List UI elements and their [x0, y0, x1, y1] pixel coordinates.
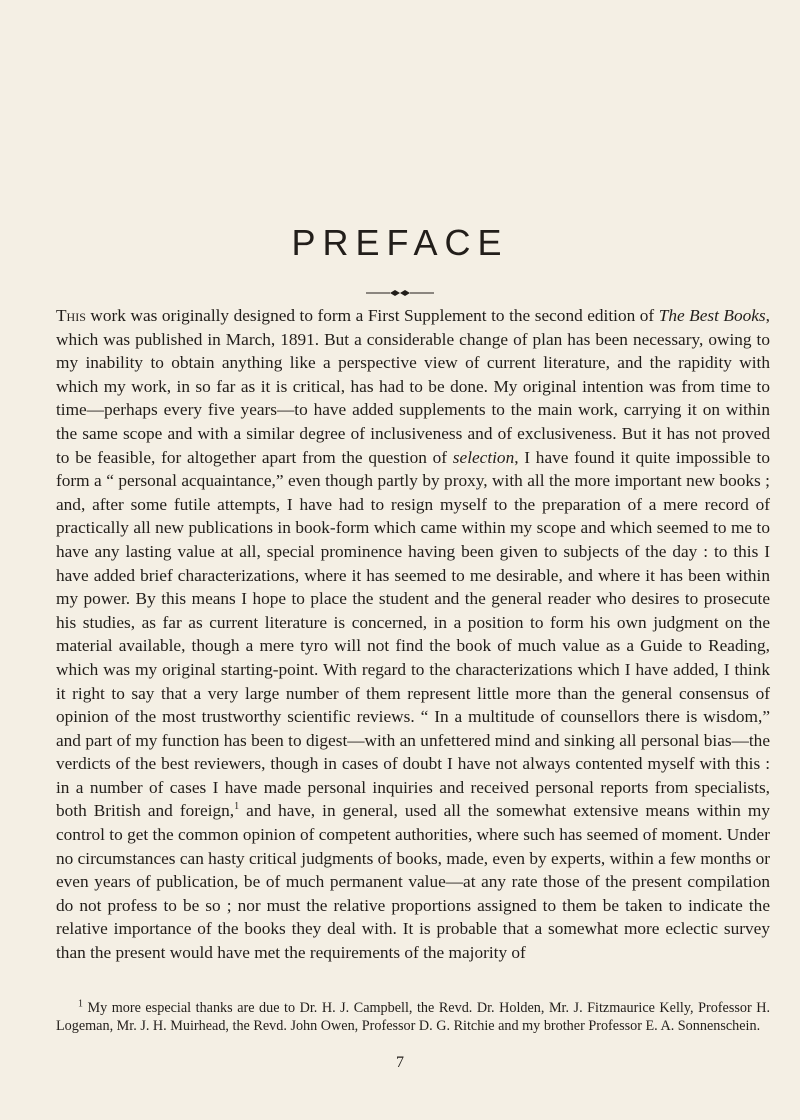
body-part-1: work was originally designed to form a First Supplement to the second edition of [85, 306, 659, 325]
preface-body [56, 304, 770, 965]
body-part-4: and have, in general, used all the somewhat extensive means within my control to get the common opinion of competent authorities, where such has seemed of moment. Under no circumstances can hasty critical judgments of books, made, even by experts, within a few months or even years of publication, be of much permanent value—at any rate those of the present compilation do not profess to be so ; nor must the relative proportions assigned to them be taken to indicate the relative importance of the books they deal with. It is probable that a somewhat more eclectic survey than the present would have met the requirements of the majority of [56, 801, 770, 963]
ornament-rule-icon [366, 288, 434, 298]
footnote-text: My more especial thanks are due to Dr. H. J. Campbell, the Revd. Dr. Holden, Mr. J. Fitzmaurice Kelly, Professor H. Logeman, Mr. J. H. Muirhead, the Revd. John Owen, Professor D. G. Ritchie and my brother Professor E. A. Sonnenschein. [56, 1000, 770, 1034]
book-title-italic: The Best Books [658, 306, 766, 325]
body-part-2: , which was published in March, 1891. But a considerable change of plan has been necessary, owing to my inability to obtain anything like a perspective view of current literature, and the rapidity with which my work, in so far as it is critical, has had to be done. My original intention was from time to time—perhaps every five years—to have added supplements to the main work, carrying it on within the same scope and with a similar degree of inclusiveness and of exclusiveness. But it has not proved to be feasible, for altogether apart from the question of [56, 306, 770, 467]
opening-word: This [56, 306, 86, 325]
selection-italic: selection [452, 447, 515, 467]
footnote-marker: 1 [78, 998, 83, 1010]
page-title: PREFACE [291, 222, 509, 263]
page-number: 7 [396, 1054, 404, 1071]
body-part-3: , I have found it quite impossible to form a “ personal acquaintance,” even though partly by proxy, with all the more important new books ; and, after some futile attempts, I have had to resign myself to the preparation of a mere record of practically all new publications in book-form which came within my scope and which seemed to me to have any lasting value at all, special prominence having been given to subjects of the day : to this I have added brief characterizations, where it has seemed to me desirable, and where it has been within my power. By this means I hope to place the student and the general reader who desires to prosecute his studies, as far as current literature is concerned, in a position to form his own judgment on the material available, though a mere tyro will not find the book of much value as a Guide to Reading, which was my original starting-point. With regard to the characterizations which I have added, I think it right to say that a very large number of them represent little more than the general consensus of opinion of the most trustworthy scientific reviews. “ In a multitude of counsellors there is wisdom,” and part of my function has been to digest—with an unfettered mind and sinking all personal bias—the verdicts of the best reviewers, though in cases of doubt I have not always contented myself with this : in a number of cases I have made personal inquiries and received personal reports from specialists, both British and foreign, [56, 447, 770, 821]
footnote [56, 1000, 770, 1035]
footnote-reference: 1 [234, 801, 240, 813]
